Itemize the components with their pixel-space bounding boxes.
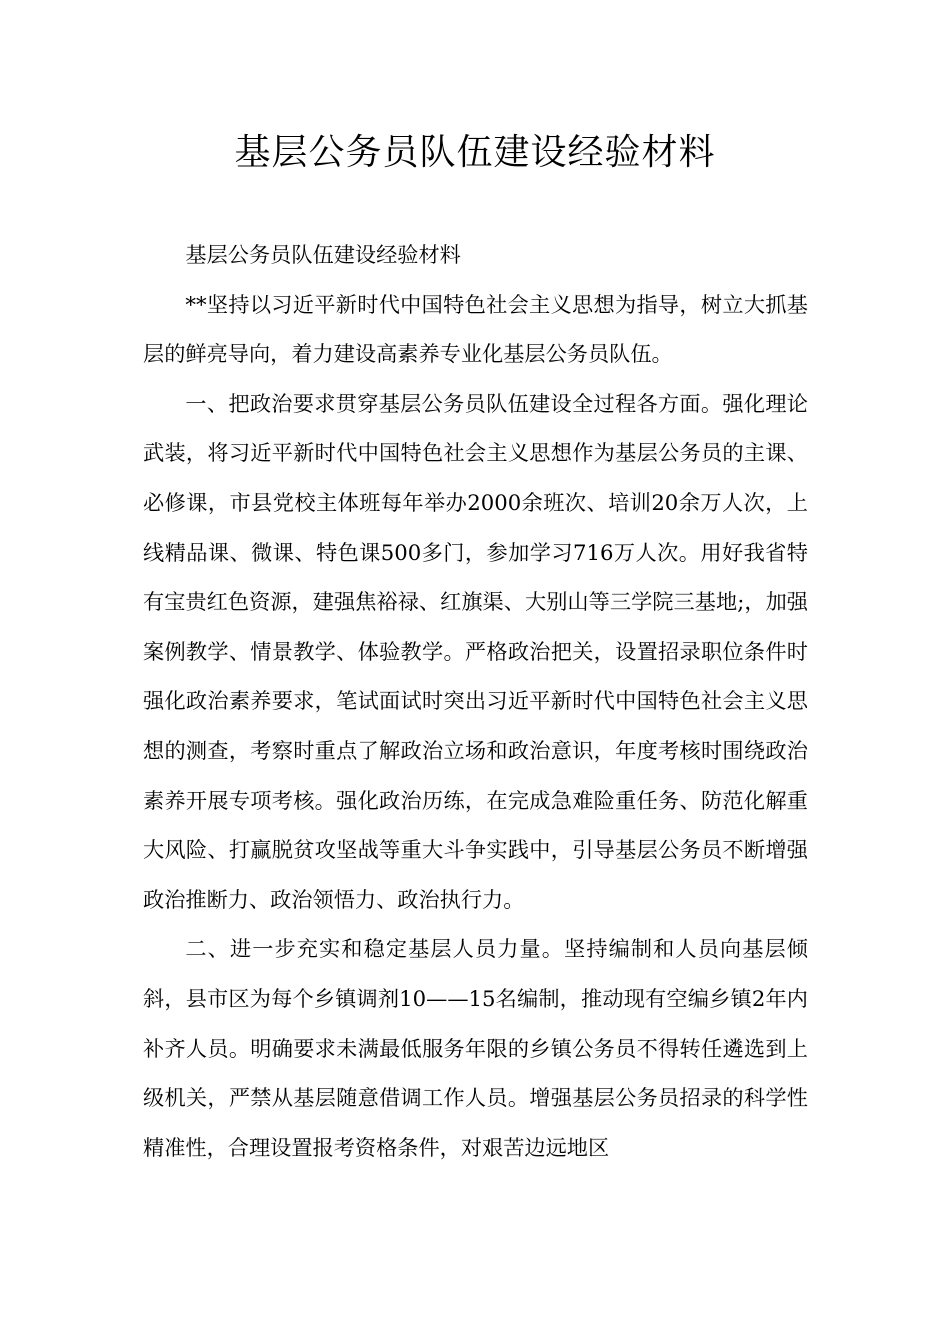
document-title: 基层公务员队伍建设经验材料 bbox=[234, 132, 716, 173]
paragraph-section-1: 一、把政治要求贯穿基层公务员队伍建设全过程各方面。强化理论武装，将习近平新时代中国特色社会主义思想作为基层公务员的主课、必修课，市县党校主体班每年举办2000余班次、培训20余万人次，上线精品课、微课、特色课500多门，参加学习716万人次。用好我省特有宝贵红色资源，建强焦裕禄、红旗渠、大别山等三学院三基地;，加强案例教学、情景教学、体验教学。严格政治把关，设置招录职位条件时强化政治素养要求，笔试面试时突出习近平新时代中国特色社会主义思想的测查，考察时重点了解政治立场和政治意识，年度考核时围绕政治素养开展专项考核。强化政治历练，在完成急难险重任务、防范化解重大风险、打赢脱贫攻坚战等重大斗争实践中，引导基层公务员不断增强政治推断力、政治领悟力、政治执行力。 bbox=[143, 390, 808, 912]
paragraph-section-2: 二、进一步充实和稳定基层人员力量。坚持编制和人员向基层倾斜，县市区为每个乡镇调剂10——15名编制，推动现有空编乡镇2年内补齐人员。明确要求未满最低服务年限的乡镇公务员不得转任遴选到上级机关，严禁从基层随意借调工作人员。增强基层公务员招录的科学性精准性，合理设置报考资格条件，对艰苦边远地区 bbox=[143, 936, 808, 1160]
paragraph-intro: **坚持以习近平新时代中国特色社会主义思想为指导，树立大抓基层的鲜亮导向，着力建设高素养专业化基层公务员队伍。 bbox=[143, 291, 808, 367]
document-body bbox=[143, 230, 808, 1172]
paragraph-subtitle: 基层公务员队伍建设经验材料 bbox=[185, 242, 461, 267]
